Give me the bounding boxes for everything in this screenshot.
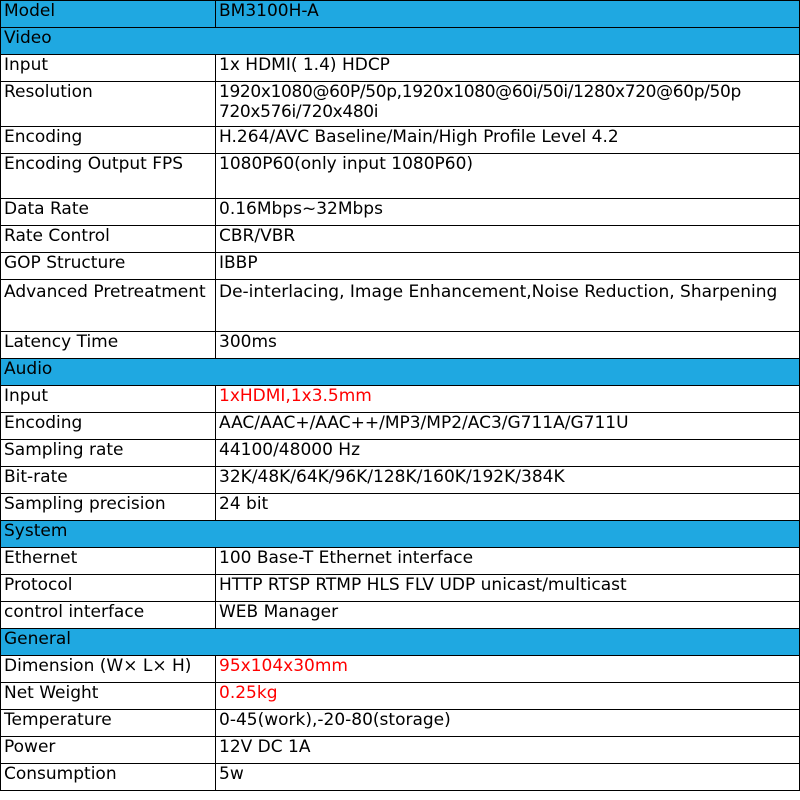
section-general — [1, 629, 800, 656]
row-value: De-interlacing, Image Enhancement,Noise Reduction, Sharpening — [216, 280, 800, 332]
row-label: Input — [1, 55, 216, 82]
model-value: BM3100H-A — [216, 1, 800, 28]
table-row — [1, 440, 800, 467]
row-value: CBR/VBR — [216, 226, 800, 253]
row-value: IBBP — [216, 253, 800, 280]
section-title: Video — [1, 28, 800, 55]
row-value: 1xHDMI,1x3.5mm — [216, 386, 800, 413]
table-row — [1, 413, 800, 440]
table-row — [1, 737, 800, 764]
table-row — [1, 127, 800, 154]
row-label: Resolution — [1, 82, 216, 127]
table-row — [1, 656, 800, 683]
header-row — [1, 1, 800, 28]
row-label: Advanced Pretreatment — [1, 280, 216, 332]
row-label: Protocol — [1, 575, 216, 602]
row-value: WEB Manager — [216, 602, 800, 629]
section-system — [1, 521, 800, 548]
row-value: 1080P60(only input 1080P60) — [216, 154, 800, 199]
row-value: 95x104x30mm — [216, 656, 800, 683]
row-value: 1x HDMI( 1.4) HDCP — [216, 55, 800, 82]
row-label: Encoding Output FPS — [1, 154, 216, 199]
row-label: Bit-rate — [1, 467, 216, 494]
row-value: 32K/48K/64K/96K/128K/160K/192K/384K — [216, 467, 800, 494]
row-value: 300ms — [216, 332, 800, 359]
row-label: Temperature — [1, 710, 216, 737]
row-label: Dimension (W× L× H) — [1, 656, 216, 683]
table-row — [1, 710, 800, 737]
row-label: Encoding — [1, 413, 216, 440]
table-row — [1, 253, 800, 280]
row-label: Encoding — [1, 127, 216, 154]
table-row — [1, 280, 800, 332]
row-label: Sampling rate — [1, 440, 216, 467]
row-label: Latency Time — [1, 332, 216, 359]
table-row — [1, 683, 800, 710]
table-row — [1, 199, 800, 226]
row-label: Sampling precision — [1, 494, 216, 521]
table-row — [1, 548, 800, 575]
row-label: GOP Structure — [1, 253, 216, 280]
table-row — [1, 82, 800, 127]
section-title: System — [1, 521, 800, 548]
model-label: Model — [1, 1, 216, 28]
row-value: HTTP RTSP RTMP HLS FLV UDP unicast/multicast — [216, 575, 800, 602]
row-label: Net Weight — [1, 683, 216, 710]
row-label: Consumption — [1, 764, 216, 791]
row-value: 100 Base-T Ethernet interface — [216, 548, 800, 575]
table-row — [1, 764, 800, 791]
row-value: 5w — [216, 764, 800, 791]
table-row — [1, 55, 800, 82]
section-video — [1, 28, 800, 55]
row-value: 44100/48000 Hz — [216, 440, 800, 467]
row-label: Rate Control — [1, 226, 216, 253]
row-label: Ethernet — [1, 548, 216, 575]
table-row — [1, 467, 800, 494]
table-row — [1, 332, 800, 359]
row-value: 24 bit — [216, 494, 800, 521]
section-title: Audio — [1, 359, 800, 386]
section-audio — [1, 359, 800, 386]
row-value: AAC/AAC+/AAC++/MP3/MP2/AC3/G711A/G711U — [216, 413, 800, 440]
table-row — [1, 494, 800, 521]
row-label: control interface — [1, 602, 216, 629]
row-label: Data Rate — [1, 199, 216, 226]
row-label: Input — [1, 386, 216, 413]
row-value: H.264/AVC Baseline/Main/High Profile Level 4.2 — [216, 127, 800, 154]
row-value: 0.25kg — [216, 683, 800, 710]
row-value: 1920x1080@60P/50p,1920x1080@60i/50i/1280x720@60p/50p 720x576i/720x480i — [216, 82, 800, 127]
row-value: 12V DC 1A — [216, 737, 800, 764]
row-value: 0.16Mbps~32Mbps — [216, 199, 800, 226]
table-row — [1, 386, 800, 413]
table-row — [1, 602, 800, 629]
row-label: Power — [1, 737, 216, 764]
row-value: 0-45(work),-20-80(storage) — [216, 710, 800, 737]
table-row — [1, 226, 800, 253]
section-title: General — [1, 629, 800, 656]
table-row — [1, 575, 800, 602]
table-row — [1, 154, 800, 199]
